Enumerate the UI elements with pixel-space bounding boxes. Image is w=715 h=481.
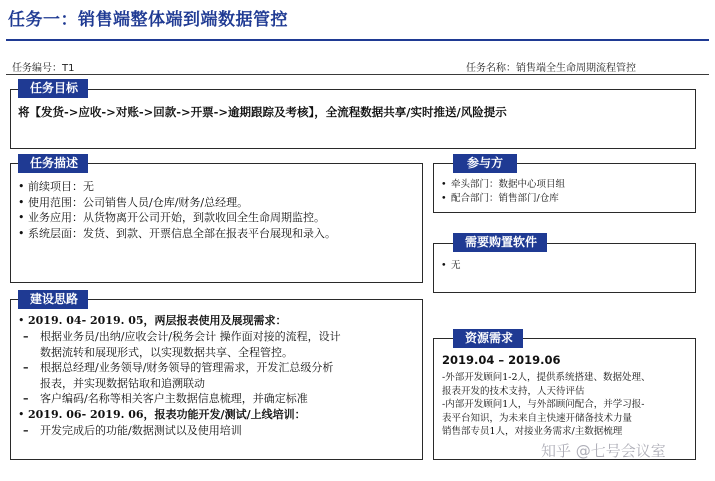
title-divider [6, 39, 709, 41]
software-list [441, 259, 461, 273]
phase-2-heading: • 2019. 06- 2019. 06，报表功能开发/测试/上线培训： [18, 407, 413, 423]
phase-2-item: – 开发完成后的功能/数据测试以及使用培训 [23, 423, 242, 437]
description-list [18, 179, 336, 241]
description-tab: 任务描述 [18, 154, 88, 173]
participants-item: • 配合部门：销售部门/仓库 [441, 192, 565, 206]
page-title: 任务一：销售端整体端到端数据管控 [8, 10, 288, 30]
participants-list [441, 178, 565, 206]
resources-line: -外部开发顾问1-2人，提供系统搭建、数据处理、 [442, 372, 651, 383]
approach-content [18, 313, 413, 438]
goal-tab: 任务目标 [18, 79, 88, 98]
software-item: • 无 [441, 259, 461, 273]
description-item: • 使用范围：公司销售人员/仓库/财务/总经理。 [18, 195, 336, 211]
approach-tab: 建设思路 [18, 290, 88, 309]
resources-period: 2019.04 – 2019.06 [442, 353, 561, 367]
watermark: 知乎 @七号会议室 [541, 442, 666, 460]
software-tab: 需要购置软件 [453, 233, 547, 252]
resources-line: 销售部专员1人，对接业务需求/主数据梳理 [442, 426, 623, 437]
resources-line: 表平台知识，为未来自主快速开储备技术力量 [442, 412, 633, 424]
task-number: 任务编号：T1 [12, 63, 75, 74]
meta-divider [6, 74, 709, 75]
resources-line: -内部开发顾问1人，与外部顾问配合，并学习报- [442, 399, 645, 410]
phase-1-item-cont: 报表，并实现数据钻取和追溯联动 [40, 376, 205, 390]
resources-line: 报表开发的技术支持，人天待评估 [442, 385, 585, 397]
phase-1-item: – 根据业务员/出纳/应收会计/税务会计 操作面对接的流程，设计 [23, 330, 341, 343]
phase-1-heading: • 2019. 04- 2019. 05，两层报表使用及展现需求： [18, 313, 413, 329]
participants-item: • 牵头部门：数据中心项目组 [441, 178, 565, 192]
description-item: • 前续项目：无 [18, 179, 336, 195]
goal-text: 将【发货->应收->对账->回款->开票->逾期跟踪及考核】，全流程数据共享/实时推送/风险提示 [18, 105, 507, 119]
resources-text [442, 371, 651, 439]
phase-1-item-cont: 数据流转和展现形式，以实现数据共享、全程管控。 [40, 345, 293, 359]
task-name: 任务名称：销售端全生命周期流程管控 [466, 63, 636, 74]
description-item: • 系统层面：发货、到款、开票信息全部在报表平台展现和录入。 [18, 226, 336, 242]
phase-1-item: – 客户编码/名称等相关客户主数据信息梳理，并确定标准 [23, 392, 308, 405]
resources-tab: 资源需求 [453, 329, 523, 348]
participants-tab: 参与方 [453, 154, 517, 173]
description-item: • 业务应用：从货物离开公司开始，到款收回全生命周期监控。 [18, 210, 336, 226]
phase-1-item: – 根据总经理/业务领导/财务领导的管理需求，开发汇总级分析 [23, 361, 334, 374]
